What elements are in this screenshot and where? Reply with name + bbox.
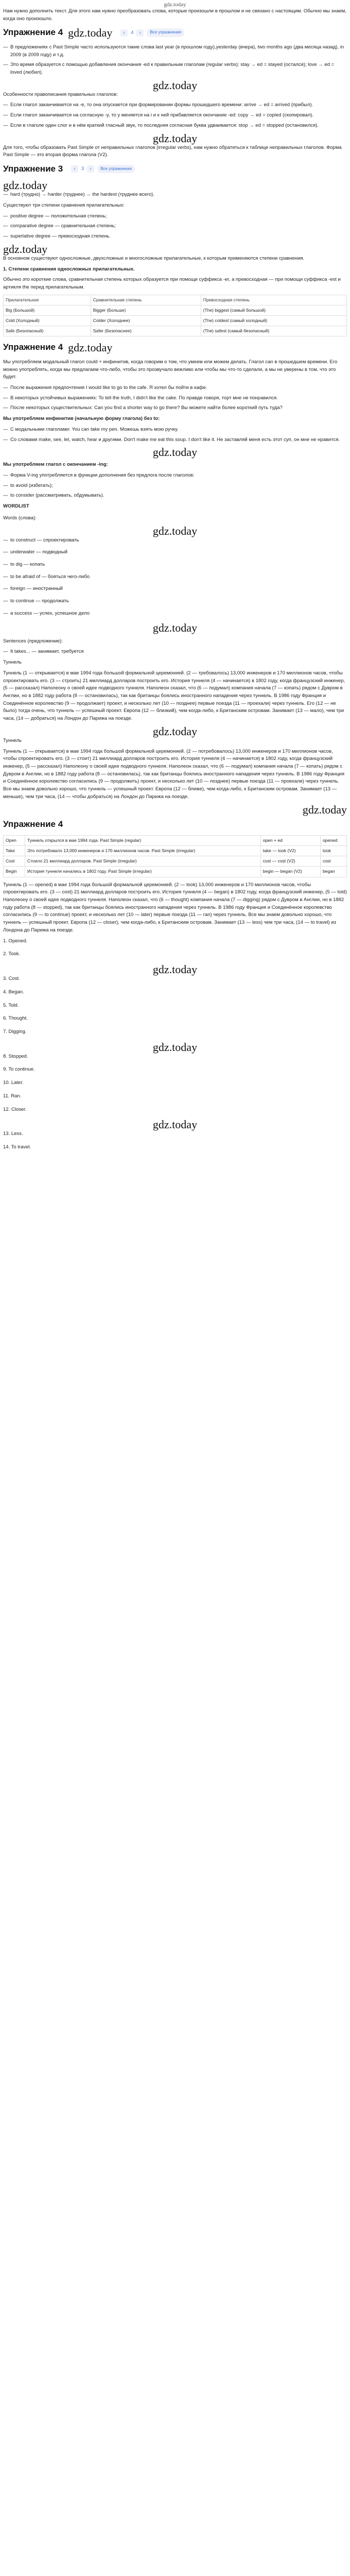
list-item: — Если глагол заканчивается на согласную -y, то y меняется на i и к ней прибавляется окончание -ed: copy → ed = copied (скопировал). xyxy=(3,112,347,120)
words-label: Words (слова): xyxy=(3,515,37,521)
chevron-right-icon[interactable]: › xyxy=(136,29,144,37)
list-item: — Если в глаголе один слог и в нём краткий гласный звук, то последняя согласная буква удваивается: stop → ed = stopped (остановился). xyxy=(3,122,347,130)
list-item: — Если глагол заканчивается на -e, то она опускается при формировании формы прошедшего времени: arrive → ed = arrived (прибыл). xyxy=(3,101,347,109)
list-item: — superlative degree — превосходная степень. xyxy=(3,233,347,241)
answer-item: 2. Took. xyxy=(3,951,21,957)
ex3-list xyxy=(3,191,347,199)
page-number: 3 xyxy=(81,166,84,172)
exercise-header-3 xyxy=(3,162,347,176)
list-item: — hard (трудно) → harder (труднее) → the hardest (труднее всего). xyxy=(3,191,347,199)
list-item: — foreign — иностранный xyxy=(3,585,347,593)
one-syllable-text: Обычно это короткие слова, сравнительная степень которых образуется при помощи суффикса -er, а превосходная — при помощи суффикса -est и артикля the перед прилагательным. xyxy=(3,277,341,291)
list-item: — После некоторых существительных: Can you find a shorter way to go there? Вы можете найти более короткий путь туда? xyxy=(3,404,347,412)
table-row xyxy=(4,295,347,305)
watermark: gdz.today xyxy=(152,963,198,976)
table-cell: (The) coldest (самый холодный) xyxy=(201,316,346,326)
table-row xyxy=(4,326,347,336)
exercise-nav xyxy=(120,28,184,37)
table-cell: Это потребовало 13,000 инженеров и 170 миллионов часов. Past Simple (irregular) xyxy=(25,846,260,856)
answer-item: 9. To continue. xyxy=(3,1066,35,1073)
sentences-label: Sentences (предложение): xyxy=(3,638,63,644)
degrees-list xyxy=(3,213,347,241)
answer-item: 6. Thought. xyxy=(3,1015,28,1022)
column-header: Прилагательное xyxy=(4,295,91,305)
table-cell: Take xyxy=(4,846,25,856)
bare-inf-heading: Мы употребляем инфинитив (начальную форму глагола) без to: xyxy=(3,416,160,422)
table-cell: open + ed xyxy=(260,835,320,845)
tunnel-title: Туннель xyxy=(3,737,22,743)
ing-heading: Мы употребляем глагол с окончанием -ing: xyxy=(3,462,108,468)
table-cell: Bigger (Больше) xyxy=(91,305,201,315)
table-cell: began xyxy=(320,867,346,877)
answer-item: 8. Stopped. xyxy=(3,1053,28,1059)
list-item: — В предложениях с Past Simple часто используются такие слова last year (в прошлом году),yesterday (вчера), two months ago (два месяца назад), in 2009 (в 2009 году) и т.д. xyxy=(3,44,347,59)
wordlist-heading: WORDLIST xyxy=(3,503,29,510)
answer-item: 10. Later. xyxy=(3,1080,24,1086)
ex4b-list xyxy=(3,384,347,412)
watermark: gdz.today xyxy=(152,78,198,92)
watermark: gdz.today xyxy=(152,524,198,537)
list-item: — to avoid (избегать); xyxy=(3,482,347,490)
one-syllable-text: В основном существуют односложные, двухсложные и многосложные прилагательные, к которым применяются степени сравнения. xyxy=(3,255,305,261)
page xyxy=(0,0,350,1167)
exercise-header-4c xyxy=(3,818,347,831)
answer-item: 3. Cost. xyxy=(3,976,20,982)
verbs-table xyxy=(3,835,347,877)
table-cell: Open xyxy=(4,835,25,845)
table-cell: Safe (Безопасный) xyxy=(4,326,91,336)
chevron-left-icon[interactable]: ‹ xyxy=(71,165,78,173)
rules-list xyxy=(3,44,347,77)
watermark: gdz.today xyxy=(152,1118,198,1131)
list-item: — Форма V-ing употребляется в функции дополнения без предлога после глаголов: xyxy=(3,472,347,480)
list-item: — underwater — подводный xyxy=(3,549,347,556)
column-header: Превосходная степень xyxy=(201,295,346,305)
table-row xyxy=(4,835,347,845)
list-item: — to dig — копать xyxy=(3,561,347,569)
watermark: gdz.today xyxy=(3,242,48,256)
list-item: — comparative degree — сравнительная степень; xyxy=(3,223,347,230)
exercise-title: Упражнение 4 xyxy=(3,342,63,352)
sentences-list xyxy=(3,648,347,656)
watermark: gdz.today xyxy=(152,131,198,145)
answer-item: 12. Closer. xyxy=(3,1106,27,1112)
table-cell: Big (Большой) xyxy=(4,305,91,315)
table-cell: Туннель открылся в мае 1994 года. Past Simple (regular) xyxy=(25,835,260,845)
list-item: — После выражения предпочтения I would like to go to the cafe. Я хотел бы пойти в кафе. xyxy=(3,384,347,392)
irregular-note: Для того, чтобы образовать Past Simple от неправильных глаголов (irregular verbs), нам нужно обратиться к таблице неправильных глаголов. Форма Past Simple — это вторая форма глагола (V2). xyxy=(3,144,342,158)
watermark: gdz.today xyxy=(164,2,186,8)
exercise-header-4b xyxy=(3,341,347,354)
chevron-right-icon[interactable]: › xyxy=(87,165,94,173)
list-item: — to continue — продолжать xyxy=(3,598,347,605)
table-cell: Safer (Безопаснее) xyxy=(91,326,201,336)
watermark: gdz.today xyxy=(68,26,113,39)
table-cell: Begin xyxy=(4,867,25,877)
all-exercises-button[interactable]: Все упражнения xyxy=(97,165,135,173)
table-cell: (The) safest (самый безопасный) xyxy=(201,326,346,336)
table-cell: Cold (Холодный) xyxy=(4,316,91,326)
column-header: Сравнительная степень xyxy=(91,295,201,305)
list-item: — Это время образуется с помощью добавления окончания -ed к правильным глаголам (regular verbs): stay → ed = stayed (остался); love → ed = loved (любил). xyxy=(3,61,347,76)
page-number: 4 xyxy=(131,29,134,35)
tunnel-title: Туннель xyxy=(3,659,22,666)
answer-item: 4. Began. xyxy=(3,989,24,995)
table-cell: took xyxy=(320,846,346,856)
list-item: — Со словами make, see, let, watch, hear и другими. Don't make me eat this soup. I don't like it. Не заставляй меня есть этот суп, он мне не нравится. xyxy=(3,436,347,444)
table-cell: Стоило 21 миллиард долларов. Past Simple (irregular) xyxy=(25,856,260,867)
list-item: — С модальными глаголами: You can take my pen. Можешь взять мою ручку. xyxy=(3,426,347,434)
adjectives-table xyxy=(3,295,347,337)
exercise-title: Упражнение 4 xyxy=(3,27,63,38)
watermark: gdz.today xyxy=(68,341,113,354)
exercise-title: Упражнение 3 xyxy=(3,163,63,174)
table-cell: Cost xyxy=(4,856,25,867)
table-row xyxy=(4,305,347,315)
tunnel-text: Туннель (1 — открывается) в мае 1994 года большой формальной церемонией. (2 — требовалось) 13,000 инженеров и 170 миллионов часов, чтобы спроектировать его. (3 — строить) 21 миллиард долларов построить его. История туннеля (4 — начинается) в 1802 году, когда французский инженер, (5 — рассказал) Наполеону о своей идее подводного туннеля. Наполеон сказал, что (6 — подумал) компания начала (7 — копать) рядом с Дувром в Англии, но в 1882 году работа (8 — остановилась), так как британцы боялись иностранного нападения через туннель. В 1986 году Франция и Соединённое королевство (9 — продолжает) проект, и несколько лет (10 — позднее) первые поезда (11 — проехали) через туннель. Его (12 — не было) тогда очень, что туннель — успешный проект. Европа (12 — близкий), чем когда-либо, к Британским островам. Занимает (13 — мало), чем три часа, (14 — добраться) на Лондон до Парижа на поезде. xyxy=(3,670,345,722)
watermark: gdz.today xyxy=(152,446,198,459)
table-cell: cost — cost (V2) xyxy=(260,856,320,867)
spelling-list xyxy=(3,101,347,129)
answer-item: 7. Digging. xyxy=(3,1028,27,1035)
answer-item: 11. Ran. xyxy=(3,1093,22,1099)
table-row xyxy=(4,867,347,877)
watermark: gdz.today xyxy=(302,803,347,816)
table-cell: История туннеля начались в 1802 году. Past Simple (irregular) xyxy=(25,867,260,877)
table-cell: take — took (V2) xyxy=(260,846,320,856)
watermark: gdz.today xyxy=(152,724,198,738)
list-item: — to construct — спроектировать xyxy=(3,537,347,545)
final-text: Туннель (1 — opened) в мае 1994 года большой формальной церемонией. (2 — took) 13,000 инженеров и 170 миллионов часов, чтобы спроектировать его. (3 — cost) 21 миллиард долларов построить его. История туннеля (4 — began) в 1802 году, когда французский инженер, (5 — told) Наполеону о своей идее подводного туннеля. Наполеон сказал, что (6 — thought) компания начала (7 — digging) рядом с Дувром в Англии, но в 1882 году работа (8 — stopped), так как британцы боялись иностранного нападения через туннель. В 1986 году Франция и Соединённое королевство согласились (9 — to continue) проект, и несколько лет (10 — later) первые поезда (11 — ran) через туннель. Все мы знаем довольно хорошо, что туннель — успешный проект. Европа (12 — closer), чем когда-либо, к Британским островам. Занимает (13 — less) чем три часа, (14 — to travel) из Лондона до Парижа на поезде. xyxy=(3,882,347,933)
watermark: gdz.today xyxy=(152,1040,198,1054)
list-item: — to be afraid of — бояться чего-либо xyxy=(3,573,347,581)
spelling-heading: Особенности правописания правильных глаголов: xyxy=(3,91,118,97)
table-cell: (The) biggest (самый большой) xyxy=(201,305,346,315)
list-item: — a success — успех, успешное дело xyxy=(3,610,347,618)
answer-item: 1. Opened. xyxy=(3,938,28,944)
modal-paragraph: Мы употребляем модальный глагол could + инфинитив, когда говорим о том, что умеем или можем делать. Глагол can в прошедшем времени. Его можно употреблять, когда мы предлагаем что-либо, чтобы это прозвучало вежливо или чтобы мы что-то сделали, а мы не уверены в том, что это будет. xyxy=(3,359,338,380)
word-list xyxy=(3,537,347,618)
intro-text: Нам нужно дополнить текст. Для этого нам нужно преобразовать слова, которые произошли в прошлом и не связано с настоящим. Обычно мы знаем, когда оно произошло. xyxy=(3,8,346,22)
list-item: — positive degree — положительная степень; xyxy=(3,213,347,221)
list-item: — to consider (рассматривать, обдумывать). xyxy=(3,492,347,500)
table-cell: cost xyxy=(320,856,346,867)
exercise-nav xyxy=(71,165,135,173)
answer-item: 13. Less. xyxy=(3,1131,23,1137)
table-cell: Colder (Холоднее) xyxy=(91,316,201,326)
chevron-left-icon[interactable]: ‹ xyxy=(120,29,128,37)
answers-list xyxy=(3,938,347,1151)
exercise-title: Упражнение 4 xyxy=(3,819,63,829)
table-row xyxy=(4,856,347,867)
exercise-header-4 xyxy=(3,26,347,39)
answer-item: 14. To travel. xyxy=(3,1144,31,1150)
ing-list xyxy=(3,472,347,500)
answer-item: 5. Told. xyxy=(3,1002,19,1008)
degrees-intro: Существуют три степени сравнения прилагательных: xyxy=(3,202,125,209)
tunnel-text-2: Туннель (1 — открывается) в мае 1994 года большой формальной церемонией. (2 — потребовалось) 13,000 инженеров и 170 миллионов часов, чтобы спроектировать его. (3 — стоит) 21 миллиард долларов построить его. История туннеля (4 — начинается) в 1802 году, когда французский инженер, (5 — рассказал) Наполеону о своей идее подводного туннеля. Наполеон сказал, что (6 — подумал) компания начала (7 — копать) рядом с Дувром в Англии, но в 1882 году работа (8 — остановилась), так как британцы боялись иностранного нападения через туннель. В 1986 году Франция и Соединённое королевство согласились (9 — продолжить) проект, и несколько лет (10 — позднее) первые поезда (11 — проехали) через туннель. Все мы знаем довольно хорошо, что туннель — успешный проект. Европа (12 — ближе), чем когда-либо, к Британским островам. Занимает (13 — меньше), чем три часа, (14 — чтобы добраться) на Лондон до Парижа на поезде. xyxy=(3,748,345,800)
bare-inf-list xyxy=(3,426,347,444)
all-exercises-button[interactable]: Все упражнения xyxy=(147,28,184,37)
watermark: gdz.today xyxy=(152,621,198,634)
list-item: — It takes... — занимает, требуется xyxy=(3,648,347,656)
table-cell: opened xyxy=(320,835,346,845)
table-row xyxy=(4,846,347,856)
watermark: gdz.today xyxy=(3,179,48,192)
one-syllable-heading: 1. Степени сравнения односложных прилагательных. xyxy=(3,266,135,272)
table-row xyxy=(4,316,347,326)
table-cell: begin — began (V2) xyxy=(260,867,320,877)
list-item: — В некоторых устойчивых выражениях: To tell the truth, I didn't like the cake. По правде говоря, торт мне не понравился. xyxy=(3,395,347,402)
